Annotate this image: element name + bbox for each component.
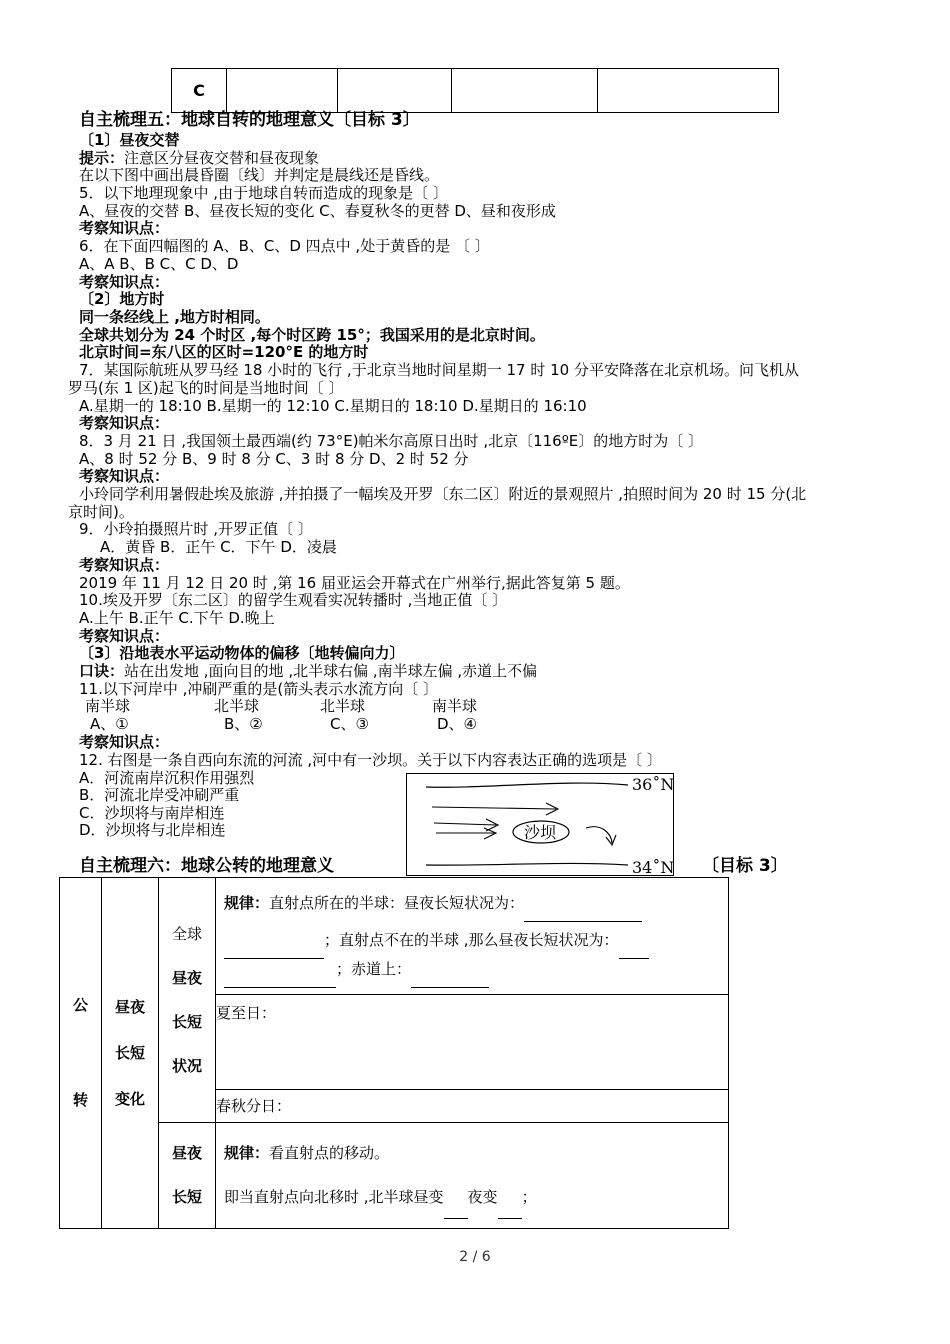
question-9-options: A．黄昏 B．正午 C．下午 D．凌晨 [100,538,337,556]
instruction: 在以下图中画出晨昏圈〔线〕并判定是晨线还是昏线。 [79,166,440,184]
river-svg [406,773,674,876]
question-7-line2: 罗马(东 1 区)起飞的时间是当地时间〔 〕 [68,379,344,397]
subheading-deflection: 〔3〕沿地表水平运动物体的偏移〔地转偏向力〕 [79,644,405,662]
lat-34n: 34˚N [632,858,674,876]
question-6: 6．在下面四幅图的 A、B、C、D 四点中 ,处于黄昏的是 〔 〕 [79,237,490,255]
rule-3: 北京时间=东八区的区时=120°E 的地方时 [79,343,369,361]
subheading-local-time: 〔2〕地方时 [79,290,165,308]
question-12-option-d: D．沙坝将与北岸相连 [79,821,226,839]
question-10: 10.埃及开罗〔东二区〕的留学生观看实况转播时 ,当地正值〔 〕 [79,591,508,609]
mnemonic: 口诀：站在出发地 ,面向目的地 ,北半球右偏 ,南半球左偏 ,赤道上不偏 [79,662,538,680]
lat-36n: 36˚N [632,775,674,794]
question-12-option-c: C．沙坝将与南岸相连 [79,804,225,822]
movement-rule-cell: 规律：看直射点的移动。 即当直射点向北移时 ,北半球昼变 夜变 ； [216,1122,729,1228]
sandbar-label: 沙坝 [523,823,557,842]
row-label-c: C [172,69,227,113]
rule-cell: 规律：直射点所在的半球：昼夜长短状况为： ；直射点不在的半球 ,那么昼夜长短状况为： ；赤道上： [216,878,729,995]
subheading-day-night: 〔1〕昼夜交替 [79,131,180,149]
question-11-option-b: B、② [224,715,263,733]
col-revolution: 公 转 [60,878,102,1229]
revolution-table [59,877,729,1229]
rule-1: 同一条经线上 ,地方时相同。 [79,308,270,326]
knowledge-point: 考察知识点： [79,627,170,645]
tip-line: 提示：注意区分昼夜交替和昼夜现象 [79,149,320,167]
question-11-option-a: A、① [90,715,129,733]
hemisphere-4: 南半球 [432,697,478,715]
page-number: 2 / 6 [459,1249,491,1265]
question-12-option-a: A．河流南岸沉积作用强烈 [79,769,255,787]
question-12-option-b: B．河流北岸受冲刷严重 [79,786,240,804]
rule-2: 全球共划分为 24 个时区 ,每个时区跨 15°；我国采用的是北京时间。 [79,326,545,344]
knowledge-point: 考察知识点： [79,219,170,237]
knowledge-point: 考察知识点： [79,414,170,432]
summer-solstice-cell: 夏至日： [216,995,729,1090]
blank[interactable] [411,971,489,988]
blank[interactable] [224,971,336,988]
knowledge-point: 考察知识点： [79,467,170,485]
question-5: 5．以下地理现象中 ,由于地球自转而造成的现象是〔 〕 [79,184,448,202]
question-8: 8．3 月 21 日 ,我国领土最西端(约 73°E)帕米尔高原日出时 ,北京〔116ºE〕的地方时为〔 〕 [79,432,704,450]
knowledge-point: 考察知识点： [79,273,170,291]
section5-title: 自主梳理五：地球自转的地理意义〔目标 3〕 [79,110,420,130]
section6-title: 自主梳理六：地球公转的地理意义 [79,856,334,876]
passage-line2: 京时间)。 [68,503,134,521]
passage-2: 2019 年 11 月 12 日 20 时 ,第 16 届亚运会开幕式在广州举行,据此答复第 5 题。 [79,574,630,592]
passage-line1: 小玲同学利用暑假赴埃及旅游 ,并拍摄了一幅埃及开罗〔东二区〕附近的景观照片 ,拍照时间为 20 时 15 分(北 [79,485,807,503]
blank[interactable] [524,905,642,922]
section6-goal: 〔目标 3〕 [702,856,788,876]
equinox-cell: 春秋分日： [216,1090,729,1122]
hemisphere-1: 南半球 [85,697,131,715]
knowledge-point: 考察知识点： [79,733,170,751]
hemisphere-3: 北半球 [320,697,366,715]
question-6-options: A、A B、B C、C D、D [79,255,239,273]
col-global-status: 全球 昼夜 长短 状况 [159,878,216,1123]
hemisphere-2: 北半球 [214,697,260,715]
answer-table-fragment [171,68,779,113]
question-5-options: A、昼夜的交替 B、昼夜长短的变化 C、春夏秋冬的更替 D、昼和夜形成 [79,202,556,220]
question-11: 11.以下河岸中 ,冲刷严重的是(箭头表示水流方向〔 〕 [79,680,439,698]
question-7-options: A.星期一的 18:10 B.星期一的 12:10 C.星期日的 18:10 D.星期日的 16:10 [79,397,587,415]
question-9: 9．小玲拍摄照片时 ,开罗正值〔 〕 [79,520,313,538]
blank[interactable] [498,1202,522,1219]
river-sandbar-diagram [406,773,674,876]
question-11-option-d: D、④ [437,715,477,733]
question-7-line1: 7．某国际航班从罗马经 18 小时的飞行 ,于北京当地时间星期一 17 时 10 分平安降落在北京机场。问飞机从 [79,361,799,379]
question-10-options: A.上午 B.正午 C.下午 D.晚上 [79,609,275,627]
question-12: 12. 右图是一条自西向东流的河流 ,河中有一沙坝。关于以下内容表达正确的选项是〔 〕 [79,751,662,769]
knowledge-point: 考察知识点： [79,556,170,574]
question-8-options: A、8 时 52 分 B、9 时 8 分 C、3 时 8 分 D、2 时 52 分 [79,450,469,468]
col-day-length-change: 昼夜 长短 变化 [102,878,159,1229]
col-day-length-trend: 昼夜 长短 [159,1122,216,1228]
blank[interactable] [619,942,649,959]
blank[interactable] [444,1202,468,1219]
question-11-option-c: C、③ [330,715,369,733]
